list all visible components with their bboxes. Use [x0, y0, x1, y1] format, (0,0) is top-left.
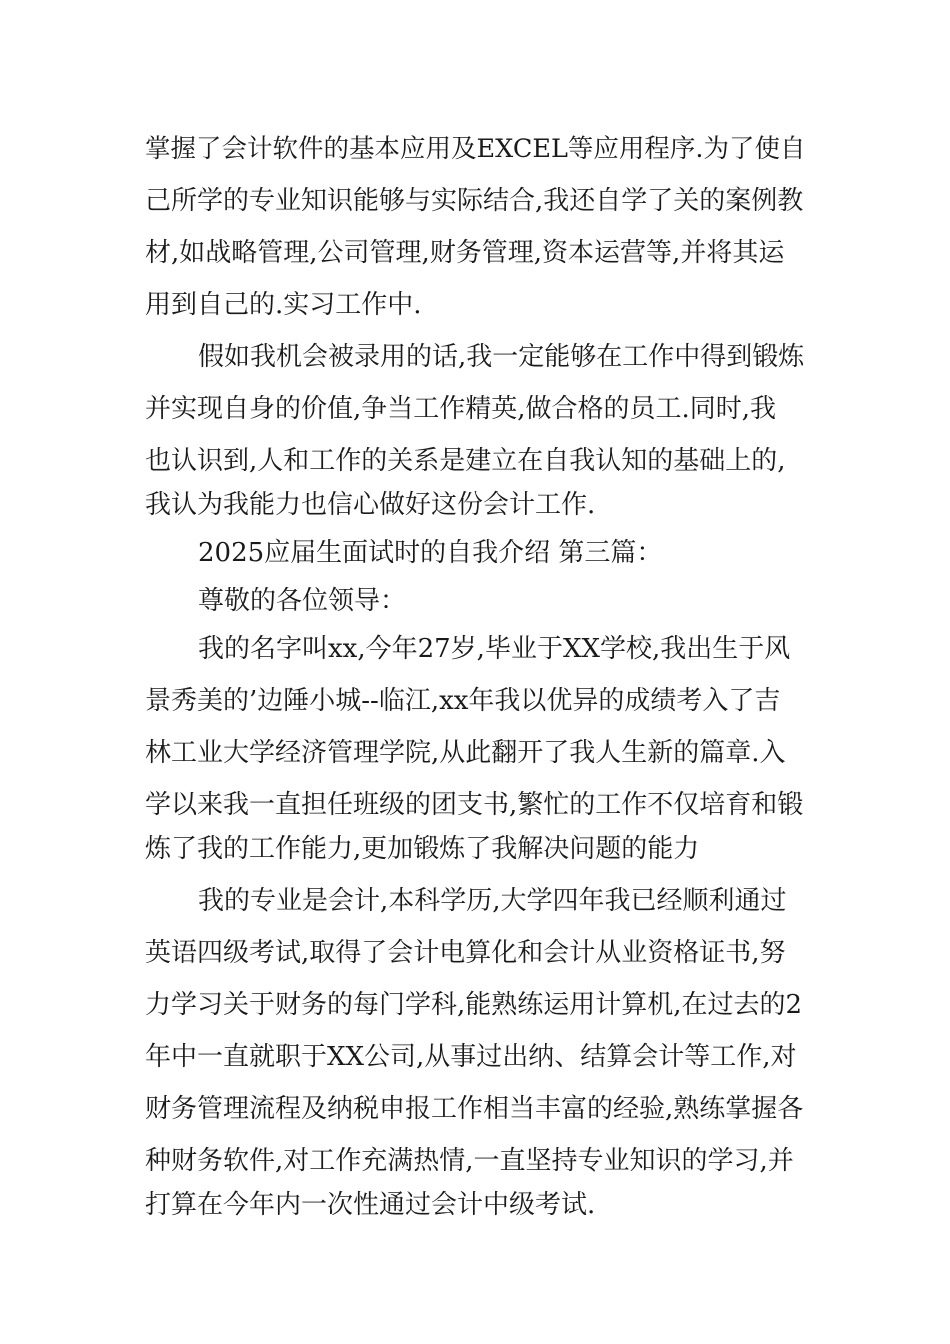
paragraph-line: 力学习关于财务的每门学科,能熟练运用计算机,在过去的2 — [145, 990, 803, 1020]
paragraph-line: 己所学的专业知识能够与实际结合,我还自学了关的案例教 — [145, 186, 804, 216]
paragraph-line: 炼了我的工作能力,更加锻炼了我解决问题的能力 — [145, 834, 700, 864]
paragraph-line: 学以来我一直担任班级的团支书,繁忙的工作不仅培育和锻 — [145, 790, 804, 820]
paragraph-line: 掌握了会计软件的基本应用及EXCEL等应用程序.为了使自 — [145, 134, 806, 164]
paragraph-line: 材,如战略管理,公司管理,财务管理,资本运营等,并将其运 — [145, 238, 785, 268]
paragraph-line: 我认为我能力也信心做好这份会计工作. — [145, 490, 596, 520]
paragraph-line: 我的专业是会计,本科学历,大学四年我已经顺利通过 — [198, 886, 787, 916]
paragraph-line: 年中一直就职于XX公司,从事过出纳、结算会计等工作,对 — [145, 1042, 797, 1072]
paragraph-line: 英语四级考试,取得了会计电算化和会计从业资格证书,努 — [145, 938, 786, 968]
paragraph-line: 种财务软件,对工作充满热情,一直坚持专业知识的学习,并 — [145, 1146, 794, 1176]
paragraph-line: 景秀美的’边陲小城--临江,xx年我以优异的成绩考入了吉 — [145, 686, 781, 716]
salutation: 尊敬的各位领导： — [198, 586, 407, 616]
paragraph-line: 我的名字叫xx,今年27岁,毕业于XX学校,我出生于风 — [198, 634, 791, 664]
paragraph-line: 并实现自身的价值,争当工作精英,做合格的员工.同时,我 — [145, 394, 777, 424]
paragraph-line: 林工业大学经济管理学院,从此翻开了我人生新的篇章.入 — [145, 738, 786, 768]
paragraph-line: 也认识到,人和工作的关系是建立在自我认知的基础上的, — [145, 446, 786, 476]
paragraph-line: 财务管理流程及纳税申报工作相当丰富的经验,熟练掌握各 — [145, 1094, 804, 1124]
paragraph-line: 假如我机会被录用的话,我一定能够在工作中得到锻炼 — [198, 342, 805, 372]
paragraph-line: 用到自己的.实习工作中. — [145, 290, 422, 320]
paragraph-line: 打算在今年内一次性通过会计中级考试. — [145, 1190, 596, 1220]
section-heading: 2025应届生面试时的自我介绍 第三篇： — [198, 538, 663, 568]
